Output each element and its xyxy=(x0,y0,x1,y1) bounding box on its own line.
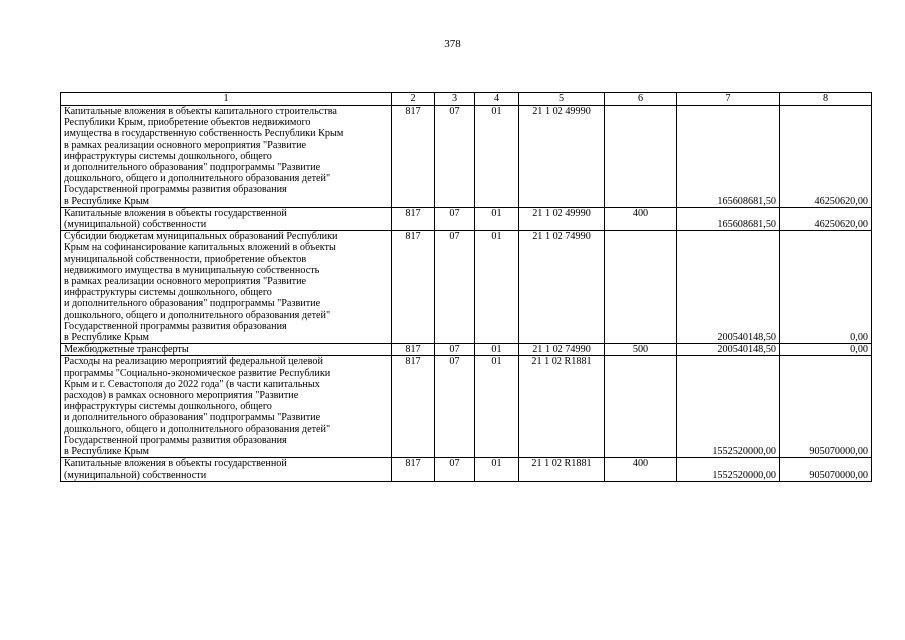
row-admin-code: 817 xyxy=(392,344,435,356)
row-section: 07 xyxy=(435,458,475,481)
row-amount-col7: 200540148,50 xyxy=(677,231,780,344)
row-expense-type: 500 xyxy=(605,344,677,356)
row-amount-col7: 1552520000,00 xyxy=(677,458,780,481)
row-section: 07 xyxy=(435,356,475,458)
header-col-5: 5 xyxy=(519,93,605,106)
row-description: Межбюджетные трансферты xyxy=(61,344,392,356)
row-description: Капитальные вложения в объекты государственной (муниципальной) собственности xyxy=(61,458,392,481)
row-description: Капитальные вложения в объекты государственной (муниципальной) собственности xyxy=(61,207,392,230)
row-section: 07 xyxy=(435,106,475,208)
header-col-6: 6 xyxy=(605,93,677,106)
row-amount-col7: 1552520000,00 xyxy=(677,356,780,458)
header-row xyxy=(61,93,872,106)
header-col-3: 3 xyxy=(435,93,475,106)
row-amount-col8: 0,00 xyxy=(780,231,872,344)
row-target-article: 21 1 02 R1881 xyxy=(519,356,605,458)
table-row xyxy=(61,356,872,458)
row-subsection: 01 xyxy=(475,207,519,230)
row-subsection: 01 xyxy=(475,458,519,481)
table-row xyxy=(61,344,872,356)
row-subsection: 01 xyxy=(475,356,519,458)
page-number: 378 xyxy=(444,38,461,50)
table-row xyxy=(61,231,872,344)
row-expense-type xyxy=(605,106,677,208)
row-description: Расходы на реализацию мероприятий федеральной целевой программы "Социально-экономическое развитие Республики Крым и г. Севастополя до 2022 года" (в части капитальных расходов) в рамках основного мероприятия "Развитие инфраструктуры системы дошкольного, общего и дополнительного образования" подпрограммы "Развитие дошкольного, общего и дополнительного образования детей" Государственной программы развития образования в Республике Крым xyxy=(61,356,392,458)
row-admin-code: 817 xyxy=(392,207,435,230)
budget-table xyxy=(60,92,872,482)
table-row xyxy=(61,207,872,230)
row-description: Капитальные вложения в объекты капитального строительства Республики Крым, приобретение объектов недвижимого имущества в государственную собственность Республики Крым в рамках реализации основного мероприятия "Развитие инфраструктуры системы дошкольного, общего и дополнительного образования" подпрограммы "Развитие дошкольного, общего и дополнительного образования детей" Государственной программы развития образования в Республике Крым xyxy=(61,106,392,208)
row-target-article: 21 1 02 R1881 xyxy=(519,458,605,481)
table-row xyxy=(61,106,872,208)
header-col-1: 1 xyxy=(61,93,392,106)
row-amount-col7: 165608681,50 xyxy=(677,207,780,230)
row-expense-type xyxy=(605,356,677,458)
row-amount-col7: 165608681,50 xyxy=(677,106,780,208)
header-col-4: 4 xyxy=(475,93,519,106)
row-section: 07 xyxy=(435,207,475,230)
row-target-article: 21 1 02 49990 xyxy=(519,106,605,208)
row-subsection: 01 xyxy=(475,231,519,344)
row-expense-type xyxy=(605,231,677,344)
row-section: 07 xyxy=(435,344,475,356)
row-target-article: 21 1 02 74990 xyxy=(519,344,605,356)
row-amount-col8: 905070000,00 xyxy=(780,458,872,481)
row-admin-code: 817 xyxy=(392,231,435,344)
row-amount-col7: 200540148,50 xyxy=(677,344,780,356)
table-row xyxy=(61,458,872,481)
row-admin-code: 817 xyxy=(392,356,435,458)
row-expense-type: 400 xyxy=(605,207,677,230)
row-amount-col8: 46250620,00 xyxy=(780,207,872,230)
row-subsection: 01 xyxy=(475,106,519,208)
row-target-article: 21 1 02 74990 xyxy=(519,231,605,344)
row-description: Субсидии бюджетам муниципальных образований Республики Крым на софинансирование капитальных вложений в объекты муниципальной собственности, приобретение объектов недвижимого имущества в муниципальную собственность в рамках реализации основного мероприятия "Развитие инфраструктуры системы дошкольного, общего и дополнительного образования" подпрограммы "Развитие дошкольного, общего и дополнительного образования детей" Государственной программы развития образования в Республике Крым xyxy=(61,231,392,344)
header-col-2: 2 xyxy=(392,93,435,106)
row-admin-code: 817 xyxy=(392,106,435,208)
row-admin-code: 817 xyxy=(392,458,435,481)
row-amount-col8: 0,00 xyxy=(780,344,872,356)
row-amount-col8: 46250620,00 xyxy=(780,106,872,208)
row-expense-type: 400 xyxy=(605,458,677,481)
header-col-7: 7 xyxy=(677,93,780,106)
row-subsection: 01 xyxy=(475,344,519,356)
row-amount-col8: 905070000,00 xyxy=(780,356,872,458)
header-col-8: 8 xyxy=(780,93,872,106)
row-target-article: 21 1 02 49990 xyxy=(519,207,605,230)
row-section: 07 xyxy=(435,231,475,344)
